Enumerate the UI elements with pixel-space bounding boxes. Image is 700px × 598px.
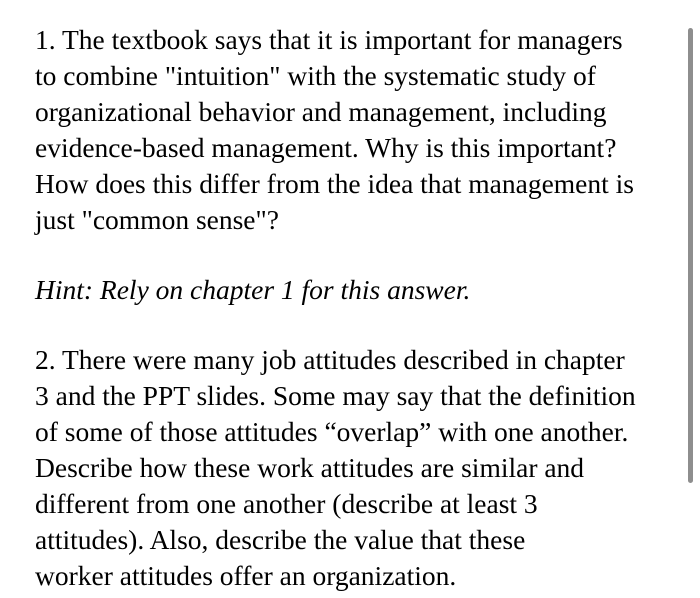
vertical-scrollbar-thumb[interactable]	[688, 28, 693, 483]
question-2-line: of some of those attitudes “overlap” with one another.	[35, 416, 629, 447]
question-1-line: organizational behavior and management, including	[35, 96, 607, 127]
question-1	[35, 22, 675, 238]
question-2-line: 3 and the PPT slides. Some may say that the definition	[35, 380, 636, 411]
paragraph-spacer	[35, 238, 675, 272]
paragraph-spacer	[35, 308, 675, 342]
question-2-line: worker attitudes offer an organization.	[35, 560, 457, 591]
question-2-line: Describe how these work attitudes are similar and	[35, 452, 585, 483]
question-2-line: 2. There were many job attitudes described in chapter	[35, 344, 625, 375]
document-body	[35, 22, 675, 594]
question-2-line: attitudes). Also, describe the value that these	[35, 524, 526, 555]
question-1-line: to combine "intuition" with the systematic study of	[35, 60, 596, 91]
question-1-line: evidence-based management. Why is this important?	[35, 132, 617, 163]
question-2	[35, 342, 675, 594]
question-2-line: different from one another (describe at least 3	[35, 488, 538, 519]
question-1-line: just "common sense"?	[35, 204, 279, 235]
hint-text: Hint: Rely on chapter 1 for this answer.	[35, 274, 471, 305]
question-1-line: 1. The textbook says that it is important for managers	[35, 24, 623, 55]
question-1-line: How does this differ from the idea that management is	[35, 168, 634, 199]
